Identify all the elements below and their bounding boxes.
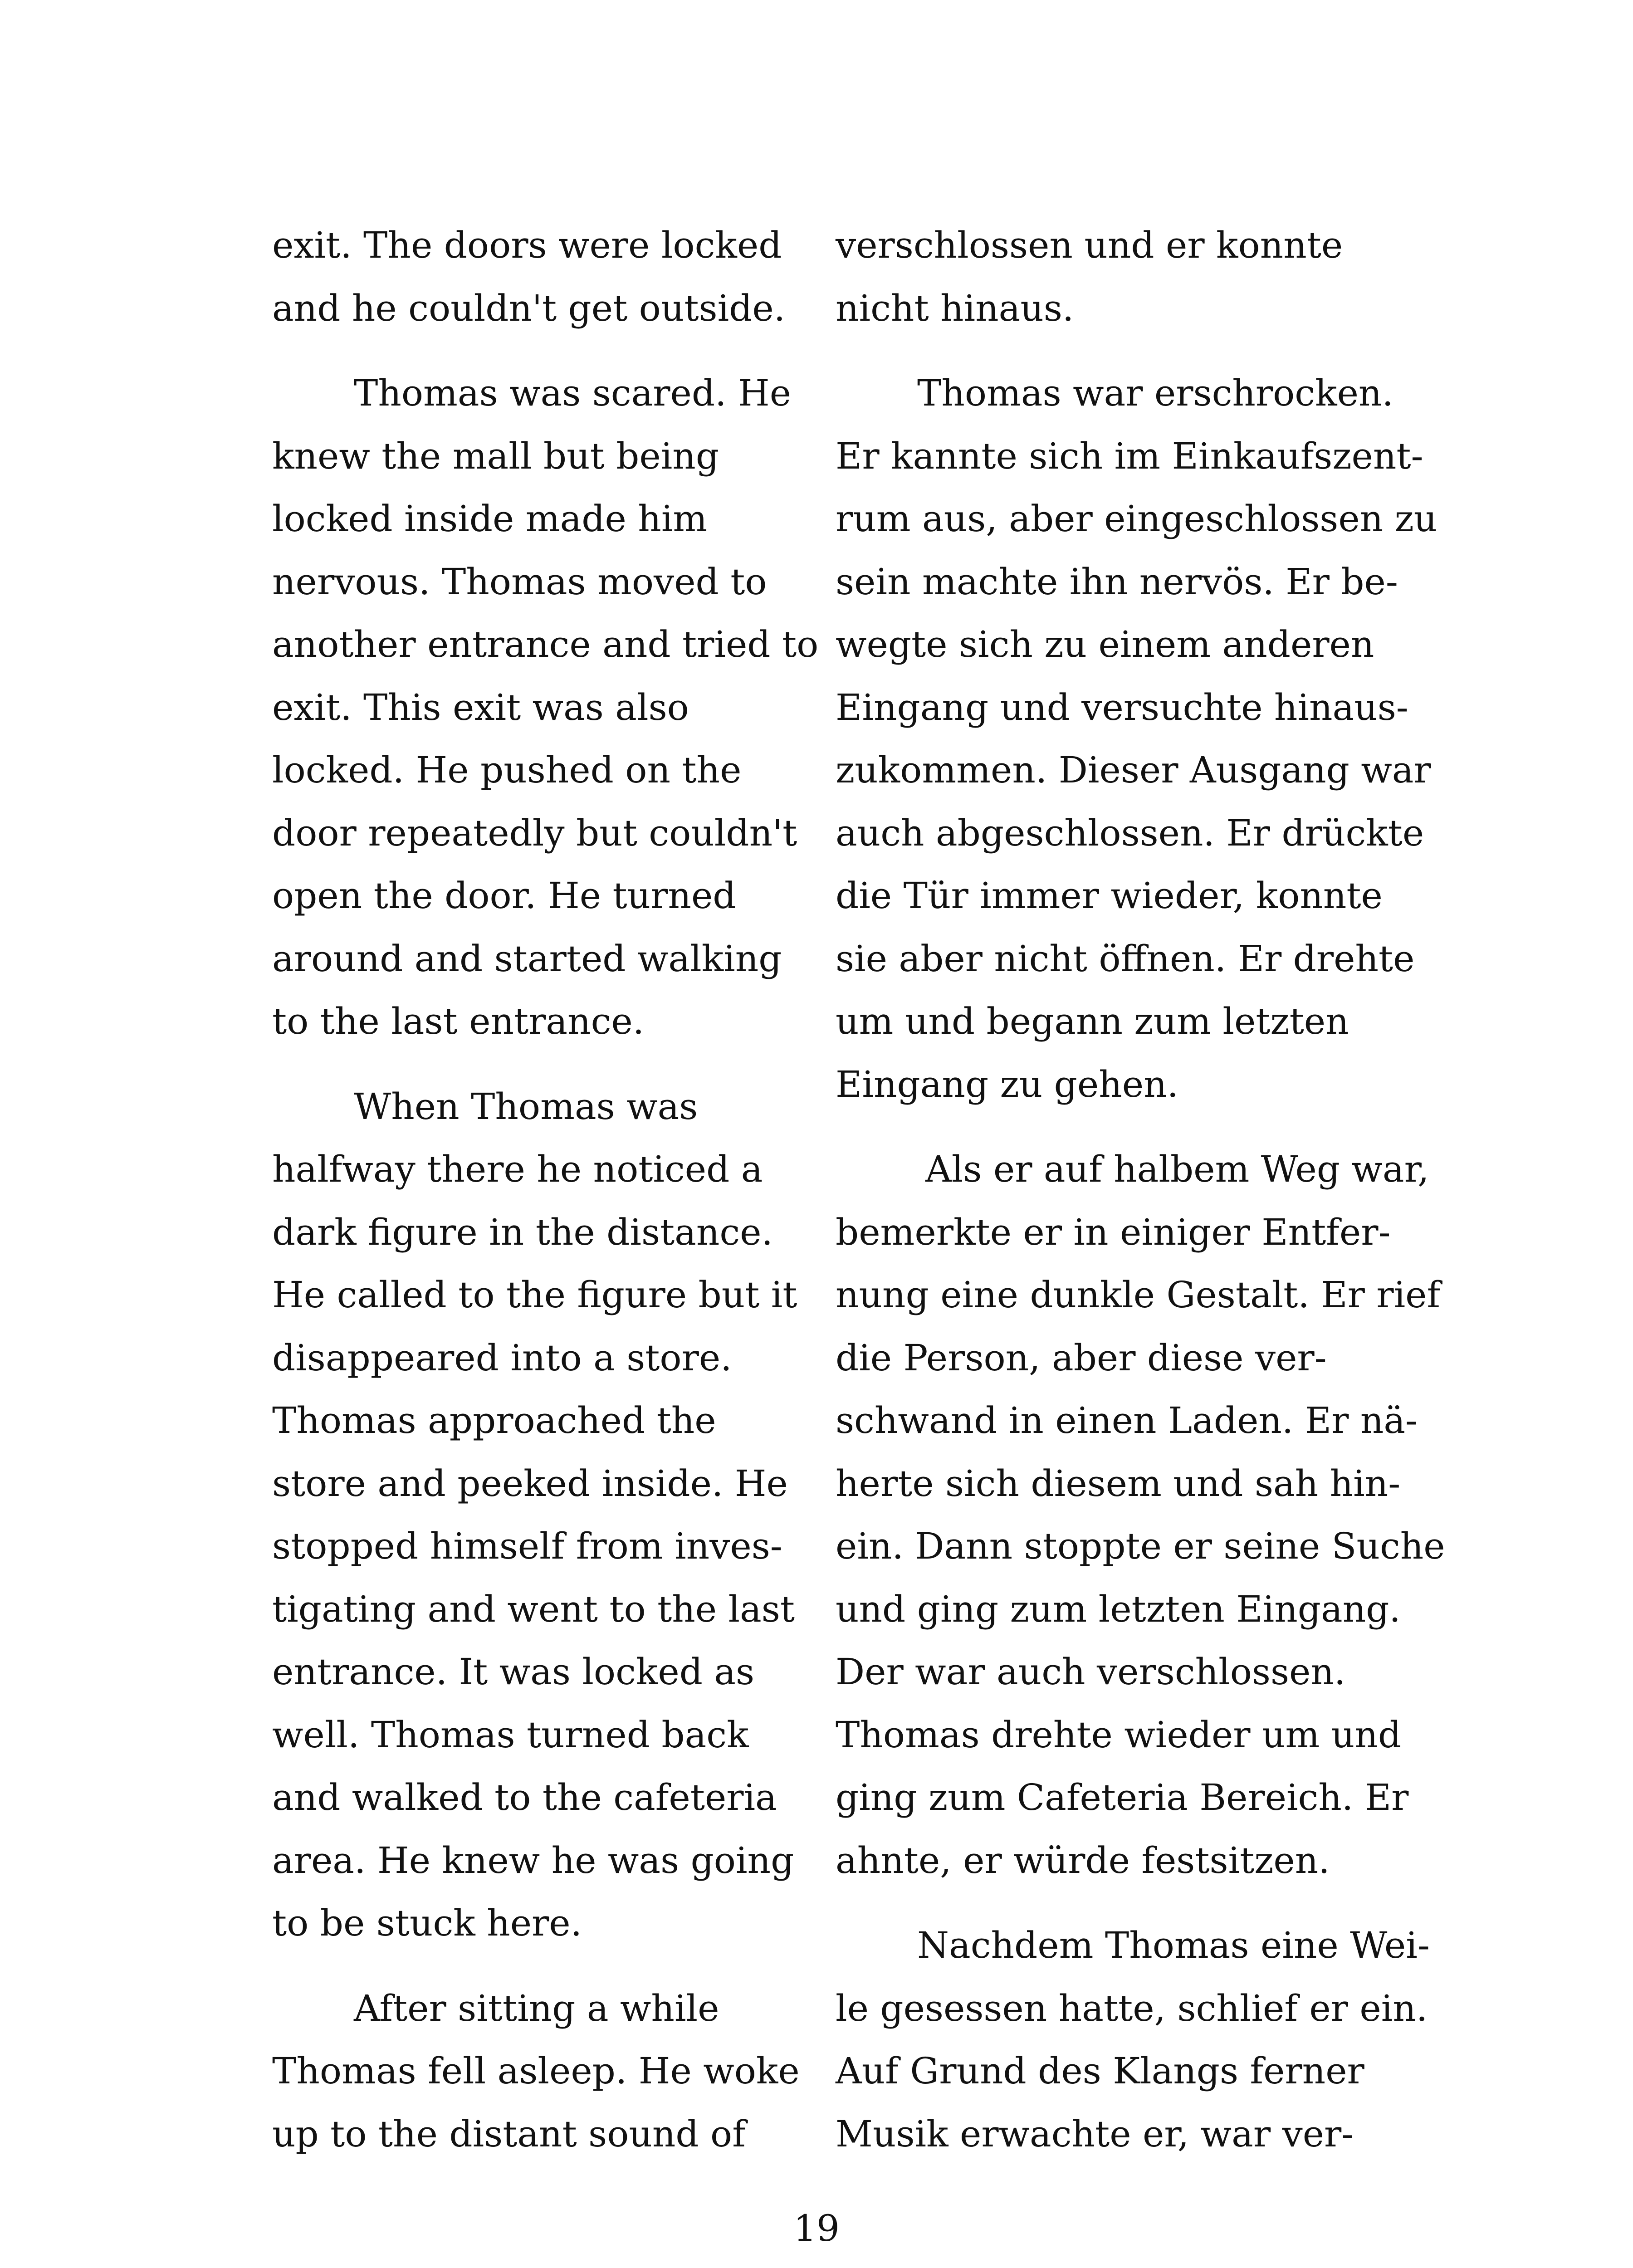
text-line: herte sich diesem und sah hin- xyxy=(836,1462,1401,1505)
text-line: um und begann zum letzten xyxy=(836,1000,1349,1042)
english-column xyxy=(272,214,819,2188)
text-line: and he couldn't get outside. xyxy=(272,287,786,329)
text-line: door repeatedly but couldn't xyxy=(272,811,797,854)
text-line: wegte sich zu einem anderen xyxy=(836,623,1374,665)
english-paragraph-3 xyxy=(272,1075,807,1955)
text-line: le gesessen hatte, schlief er ein. xyxy=(836,1987,1428,2029)
text-line: When Thomas was xyxy=(354,1085,698,1128)
text-line: to be stuck here. xyxy=(272,1902,582,1944)
text-line: schwand in einen Laden. Er nä- xyxy=(836,1399,1418,1442)
text-line: sein machte ihn nervös. Er be- xyxy=(836,560,1398,603)
english-paragraph-1 xyxy=(272,214,807,340)
text-line: nervous. Thomas moved to xyxy=(272,560,767,603)
text-line: tigating and went to the last xyxy=(272,1588,795,1630)
text-line: around and started walking xyxy=(272,937,782,980)
german-paragraph-2 xyxy=(836,362,1437,1116)
text-line: stopped himself from inves- xyxy=(272,1525,782,1567)
page-number: 19 xyxy=(793,2207,840,2249)
text-line: die Person, aber diese ver- xyxy=(836,1336,1327,1379)
english-paragraph-4 xyxy=(272,1977,807,2166)
text-line: area. He knew he was going xyxy=(272,1839,794,1882)
text-line: Eingang zu gehen. xyxy=(836,1063,1179,1105)
text-line: rum aus, aber eingeschlossen zu xyxy=(836,498,1437,540)
text-line: open the door. He turned xyxy=(272,875,736,917)
german-paragraph-3 xyxy=(836,1138,1445,1892)
text-line: dark figure in the distance. xyxy=(272,1211,773,1253)
text-line: nung eine dunkle Gestalt. Er rief xyxy=(836,1274,1441,1316)
text-line: After sitting a while xyxy=(354,1987,719,2029)
text-line: ging zum Cafeteria Bereich. Er xyxy=(836,1776,1409,1818)
text-line: knew the mall but being xyxy=(272,435,719,477)
text-line: die Tür immer wieder, konnte xyxy=(836,875,1383,917)
text-line: ein. Dann stoppte er seine Suche xyxy=(836,1525,1445,1567)
text-line: disappeared into a store. xyxy=(272,1336,732,1379)
text-line: Thomas approached the xyxy=(272,1399,716,1442)
text-line: up to the distant sound of xyxy=(272,2112,746,2155)
text-line: halfway there he noticed a xyxy=(272,1148,763,1190)
text-line: auch abgeschlossen. Er drückte xyxy=(836,811,1424,854)
text-line: He called to the figure but it xyxy=(272,1274,797,1316)
text-line: Als er auf halbem Weg war, xyxy=(925,1148,1429,1190)
text-line: well. Thomas turned back xyxy=(272,1713,749,1756)
text-line: Thomas drehte wieder um und xyxy=(836,1713,1402,1756)
text-line: Er kannte sich im Einkaufszent- xyxy=(836,435,1423,477)
text-line: store and peeked inside. He xyxy=(272,1462,788,1505)
text-line: another entrance and tried to xyxy=(272,623,819,665)
text-line: nicht hinaus. xyxy=(836,287,1074,329)
text-line: locked. He pushed on the xyxy=(272,749,742,791)
german-paragraph-4 xyxy=(836,1914,1430,2165)
text-line: Thomas was scared. He xyxy=(354,372,792,414)
german-paragraph-1 xyxy=(836,214,1425,340)
english-paragraph-2 xyxy=(272,362,819,1053)
text-line: locked inside made him xyxy=(272,498,708,540)
text-line: sie aber nicht öffnen. Er drehte xyxy=(836,937,1415,980)
text-line: Nachdem Thomas eine Wei- xyxy=(917,1924,1430,1966)
text-line: verschlossen und er konnte xyxy=(836,224,1343,266)
text-line: exit. The doors were locked xyxy=(272,224,782,266)
text-line: and walked to the cafeteria xyxy=(272,1776,777,1818)
german-column xyxy=(836,214,1445,2188)
text-line: Musik erwachte er, war ver- xyxy=(836,2112,1354,2155)
text-line: Thomas fell asleep. He woke xyxy=(272,2050,800,2092)
text-line: zukommen. Dieser Ausgang war xyxy=(836,749,1431,791)
text-line: bemerkte er in einiger Entfer- xyxy=(836,1211,1391,1253)
text-line: Auf Grund des Klangs ferner xyxy=(836,2050,1364,2092)
text-line: Eingang und versuchte hinaus- xyxy=(836,686,1408,728)
text-line: entrance. It was locked as xyxy=(272,1651,755,1693)
text-line: Thomas war erschrocken. xyxy=(917,372,1393,414)
text-line: ahnte, er würde festsitzen. xyxy=(836,1839,1330,1882)
text-line: und ging zum letzten Eingang. xyxy=(836,1588,1401,1630)
text-line: to the last entrance. xyxy=(272,1000,645,1042)
text-line: exit. This exit was also xyxy=(272,686,689,728)
text-line: Der war auch verschlossen. xyxy=(836,1651,1346,1693)
